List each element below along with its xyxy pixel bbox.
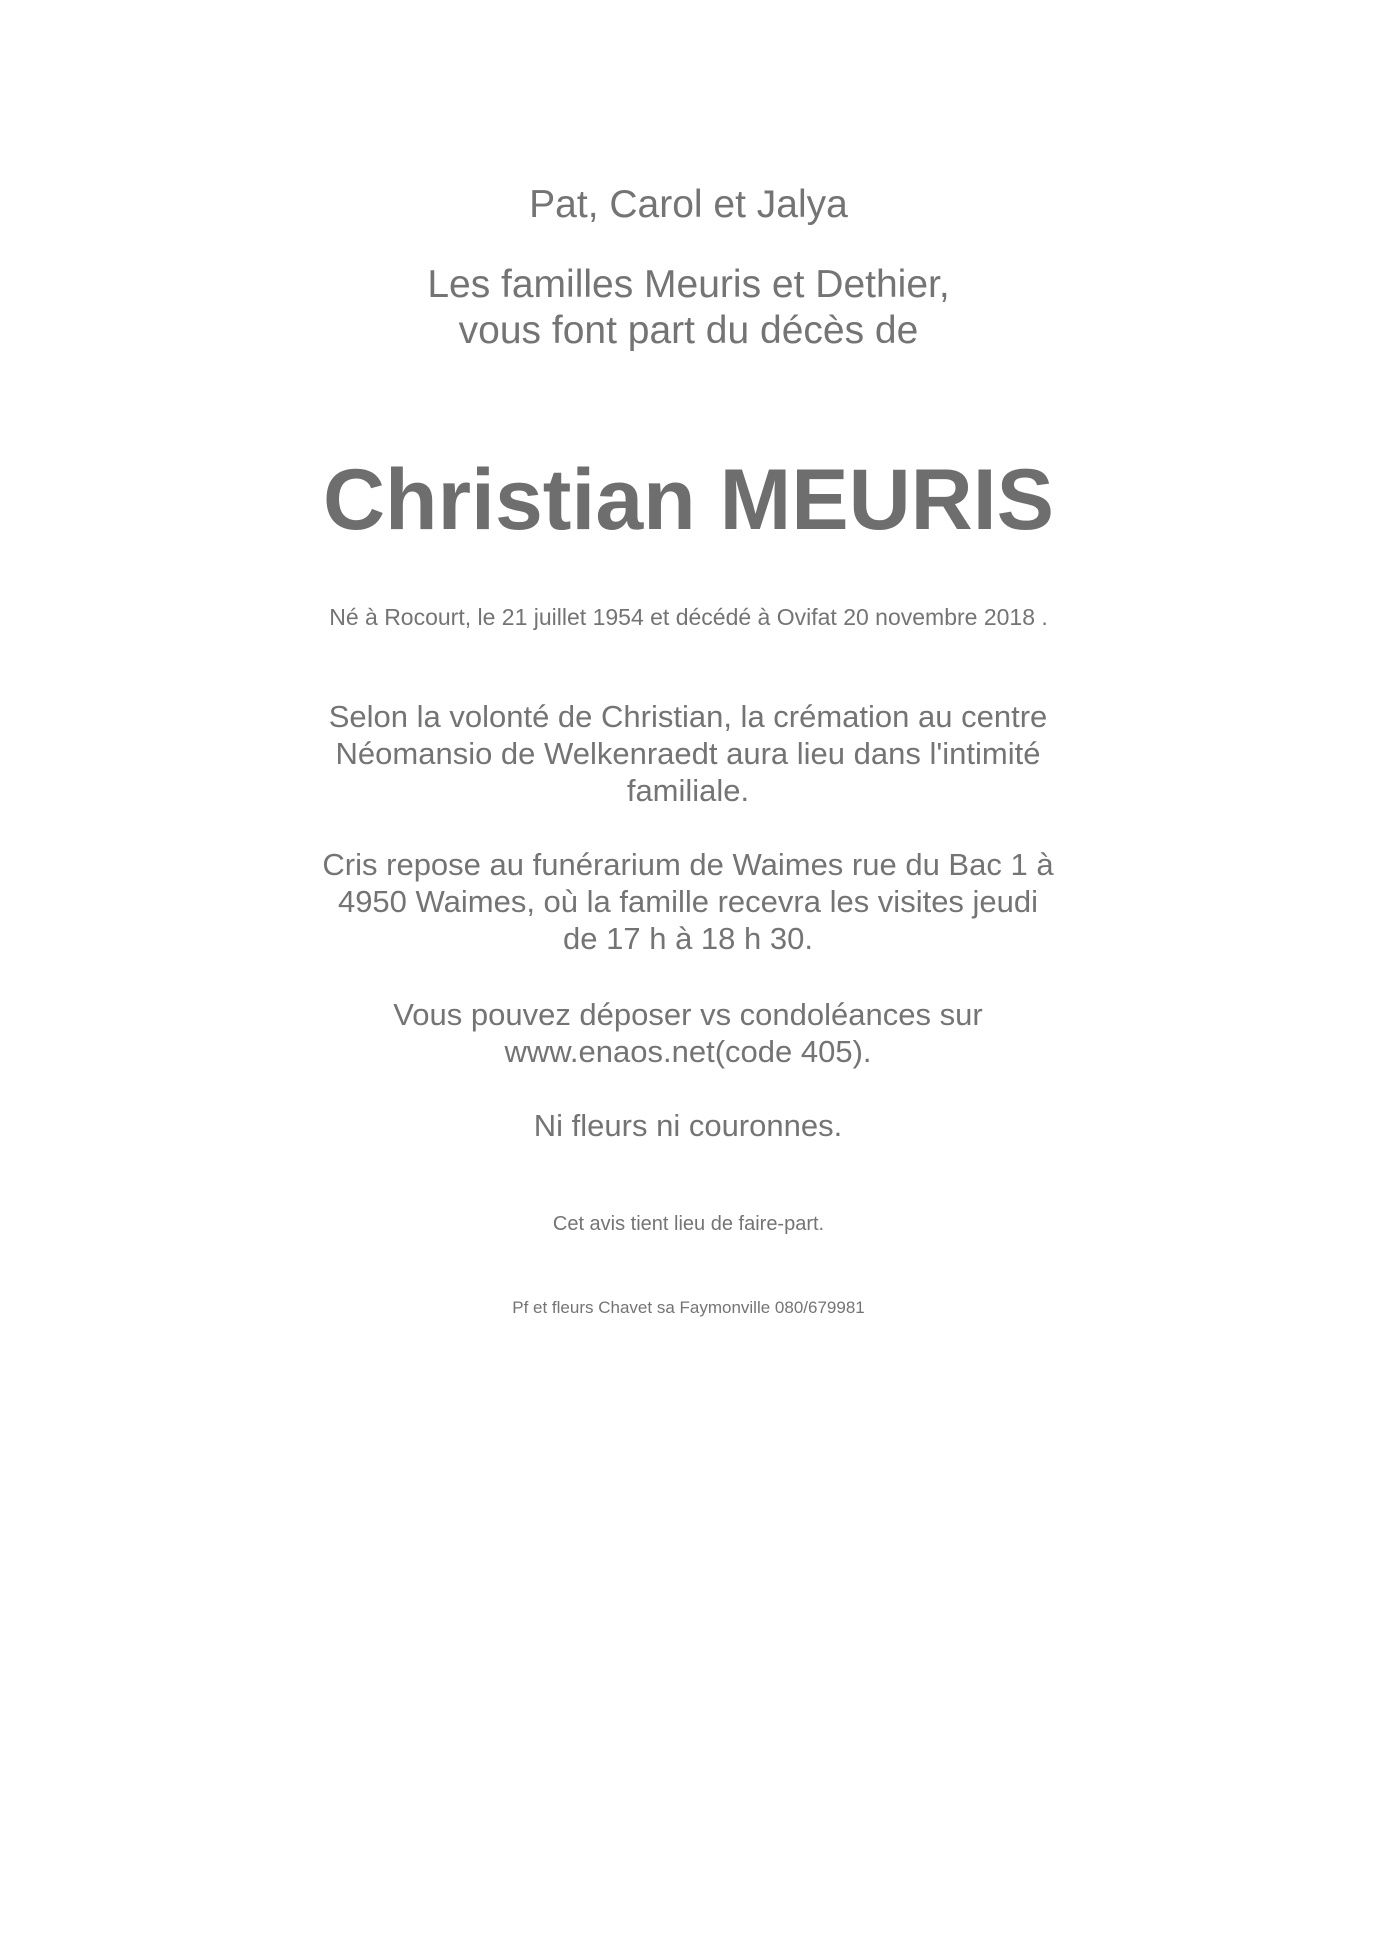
visitation-line: Cris repose au funérarium de Waimes rue du Bac 1 à	[322, 847, 1054, 882]
cremation-line: Néomansio de Welkenraedt aura lieu dans l'intimité	[335, 736, 1041, 771]
announcing-family-names: Pat, Carol et Jalya	[529, 183, 848, 226]
families-line: Les familles Meuris et Dethier,	[427, 263, 950, 306]
visitation-paragraph	[288, 846, 1088, 957]
condolences-line: Vous pouvez déposer vs condoléances sur	[393, 997, 983, 1032]
cremation-paragraph	[288, 698, 1088, 809]
official-notice-text: Cet avis tient lieu de faire-part.	[552, 1213, 825, 1235]
funeral-home-contact: Pf et fleurs Chavet sa Faymonville 080/679981	[512, 1298, 865, 1317]
cremation-line: Selon la volonté de Christian, la crémation au centre	[328, 699, 1048, 734]
condolences-line: www.enaos.net(code 405).	[504, 1034, 872, 1069]
deceased-name: Christian MEURIS	[322, 452, 1055, 548]
families-announcement	[0, 262, 1377, 354]
visitation-line: 4950 Waimes, où la famille recevra les visites jeudi	[337, 884, 1039, 919]
visitation-line: de 17 h à 18 h 30.	[563, 921, 813, 956]
families-line: vous font part du décès de	[458, 309, 919, 352]
birth-death-info: Né à Rocourt, le 21 juillet 1954 et décédé à Ovifat 20 novembre 2018 .	[329, 604, 1048, 630]
cremation-line: familiale.	[626, 773, 750, 808]
no-flowers-text: Ni fleurs ni couronnes.	[533, 1108, 843, 1143]
condolences-paragraph	[288, 996, 1088, 1070]
